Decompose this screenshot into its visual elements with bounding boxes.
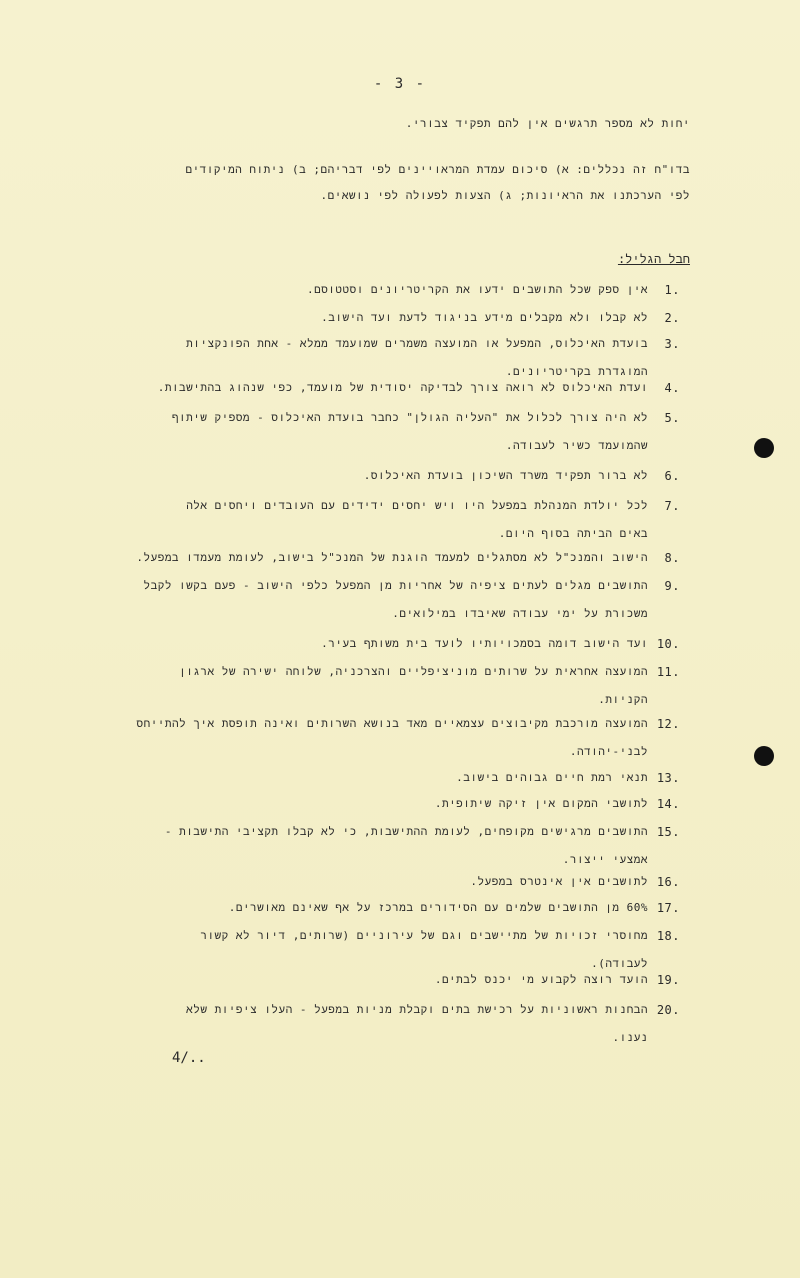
list-item-text: לתושבים אין אינטרס במפעל. <box>470 875 648 888</box>
summary-line-1: בדו"ח זה נכללים: א) סיכום עמדת המראויינים לפי דבריהם; ב) ניתוח המיקודים <box>185 163 690 176</box>
list-item-number: 19. <box>656 973 680 987</box>
list-item-number: 3. <box>664 337 680 351</box>
list-item-text: לא היה צורך לכלול את "העליה הגולן" כחבר בועדת האיכלוס - מספיק שיתוף <box>171 411 648 424</box>
list-item-number: 17. <box>656 901 680 915</box>
list-item-number: 5. <box>664 411 680 425</box>
list-item-text: לתושבי המקום אין זיקה שיתופית. <box>434 797 648 810</box>
intro-line: יחות לא מספר תרגשים אין להם תפקיד צבורי. <box>405 117 690 130</box>
binder-hole-top <box>754 438 774 458</box>
list-item-text: הישוב והמנכ"ל לא מסתגלים למעמד הוגנת של המנכ"ל בישוב, לעומת מעמדו במפעל. <box>136 551 648 564</box>
list-item-text: הקניות. <box>598 693 648 706</box>
list-item-text: הועד רוצה לקבוע מי יכנס לבתים. <box>434 973 648 986</box>
list-item-text: תנאי רמת חיים גבוהים בישוב. <box>456 771 648 784</box>
list-item-text: לא קבלו ולא מקבלים מידע בניגוד לדעת ועד הישוב. <box>321 311 648 324</box>
list-item-number: 11. <box>656 665 680 679</box>
list-item-text: אמצעי ייצור. <box>562 853 648 866</box>
list-item-text: לא ברור תפקיד משרד השיכון בועדת האיכלוס. <box>363 469 648 482</box>
page-continuation-marker: 4/.. <box>172 1050 206 1066</box>
list-item-text: מחוסרי זכויות של מתיישבים וגם של עירוניים (שרותים, דיור לא קשור <box>200 929 648 942</box>
section-heading: חבל הגליל: <box>617 252 690 266</box>
list-item-text: המועצה מורכבת מקיבוצים עצמאיים מאד בנושא השרותים ואינה תופסת איך להתייחס <box>136 717 648 730</box>
list-item-text: אין ספק שכל התושבים ידעו את הקריטריונים וסטטוסם. <box>306 283 648 296</box>
list-item-number: 7. <box>664 499 680 513</box>
list-item-text: ועדת האיכלוס לא רואה צורך לבדיקה יסודית של מועמד, כפי שנהוג בהתישבות. <box>157 381 648 394</box>
list-item-text: נענו. <box>612 1031 648 1044</box>
list-item-text: משכורת על ימי עבודה שאיבדו במילואים. <box>392 607 648 620</box>
list-item-number: 6. <box>664 469 680 483</box>
list-item-number: 8. <box>664 551 680 565</box>
list-item-number: 2. <box>664 311 680 325</box>
list-item-text: לבני-יהודה. <box>569 745 648 758</box>
list-item-number: 16. <box>656 875 680 889</box>
list-item-text: המוגדרת בקריטריונים. <box>505 365 648 378</box>
list-item-number: 18. <box>656 929 680 943</box>
list-item-text: לכל יולדת המנהלת במפעל היו ויש יחסים ידידים עם העובדים ויחסים אלה <box>186 499 648 512</box>
list-item-number: 10. <box>656 637 680 651</box>
list-item-number: 12. <box>656 717 680 731</box>
list-item-text: התושבים מרגישים מקופחים, לעומת ההתישבות, כי לא קבלו תקציבי התישבות - <box>164 825 648 838</box>
list-item-number: 15. <box>656 825 680 839</box>
page-number: - 3 - <box>373 76 427 92</box>
list-item-text: ועד הישוב דומה בסמכויותיו לועד בית משותף בעיר. <box>321 637 648 650</box>
list-item-text: המועצה אחראית על שרותים מוניציפליים והצרכניה, שלוחה ישירה של ארגון <box>179 665 648 678</box>
list-item-number: 9. <box>664 579 680 593</box>
list-item-text: 60% מן התושבים שלמים עם הסידורים במרכז על אף שאינם מאושרים. <box>228 901 648 914</box>
summary-line-2: לפי הערכתנו את הראיונות; ג) הצעות לפעולה לפי נושאים. <box>320 189 690 202</box>
list-item-number: 14. <box>656 797 680 811</box>
list-item-number: 20. <box>656 1003 680 1017</box>
binder-hole-bottom <box>754 746 774 766</box>
list-item-text: התושבים מגלים לעתים ציפיה של אחריות מן המפעל כלפי הישוב - פעם בקשו לקבל <box>143 579 648 592</box>
list-item-number: 13. <box>656 771 680 785</box>
list-item-text: לעבודה). <box>591 957 648 970</box>
list-item-text: הבחנות ראשוניות על רכישת בתים וקבלת מניות במפעל - העלו ציפיות שלא <box>186 1003 648 1016</box>
list-item-number: 4. <box>664 381 680 395</box>
list-item-text: באים הביתה בסוף היום. <box>498 527 648 540</box>
list-item-number: 1. <box>664 283 680 297</box>
list-item-text: שהמועמד כשיר לעבודה. <box>505 439 648 452</box>
list-item-text: בועדת האיכלוס, המפעל או המועצה משמרים שמועמד ממלא - אחת הפונקציות <box>186 337 648 350</box>
